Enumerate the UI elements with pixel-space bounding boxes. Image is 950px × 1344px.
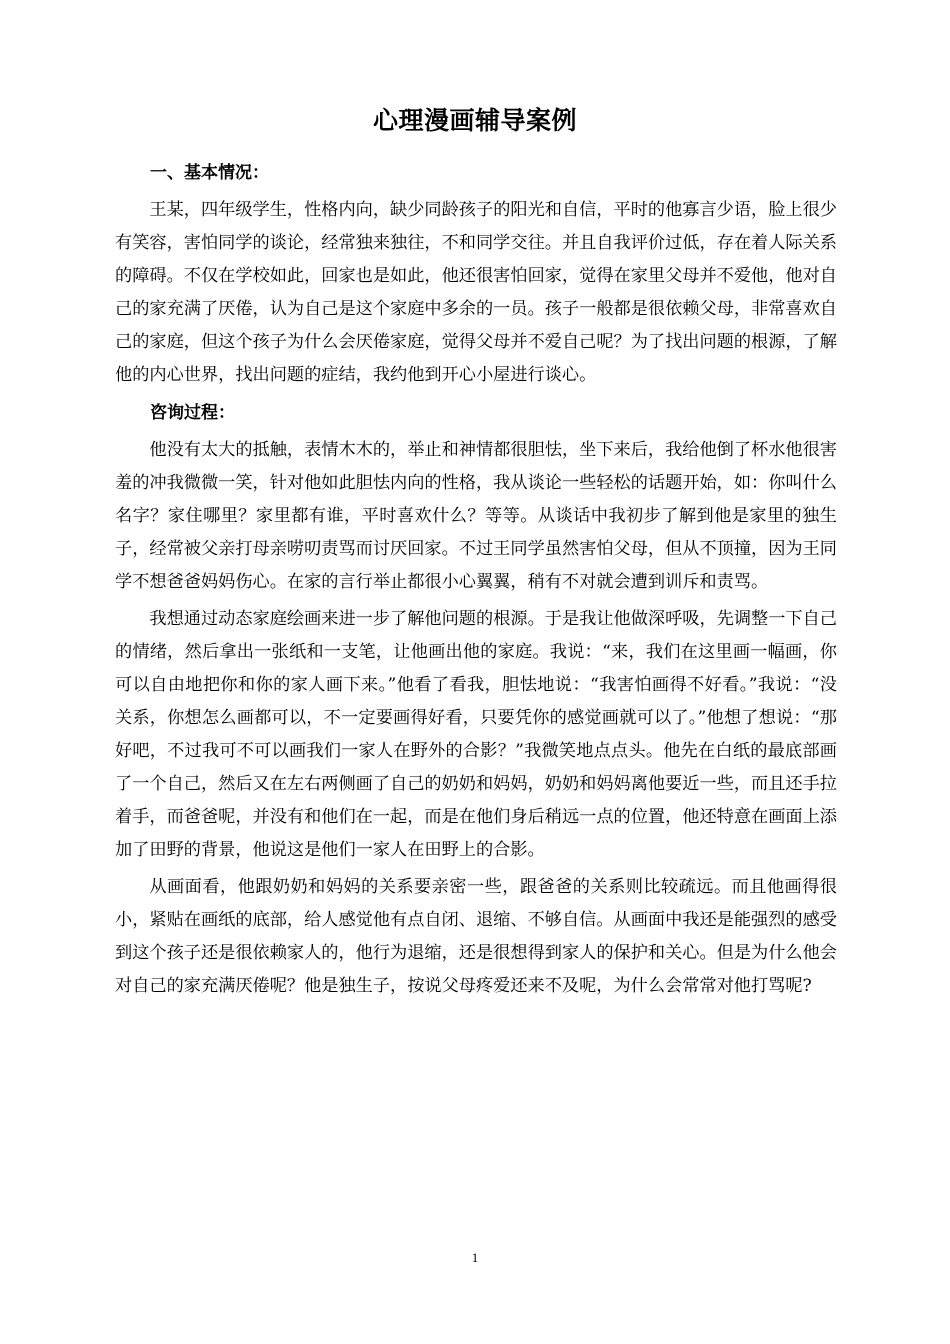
section-heading-basic-info: 一、基本情况： — [150, 163, 269, 183]
document-title: 心理漫画辅导案例 — [372, 106, 577, 135]
paragraph-counseling-3: 从画面看，他跟奶奶和妈妈的关系要亲密一些，跟爸爸的关系则比较疏远。而且他画得很小，紧贴在画纸的底部，给人感觉他有点自闭、退缩、不够自信。从画面中我还是能强烈的感受到这个孩子还是很依赖家人的，他行为退缩，还是很想得到家人的保护和关心。但是为什么他会对自己的家充满厌倦呢？他是独生子，按说父母疼爱还来不及呢，为什么会常常对他打骂呢? — [115, 877, 837, 996]
document-body — [115, 152, 837, 1007]
paragraph-basic-info: 王某，四年级学生，性格内向，缺少同龄孩子的阳光和自信，平时的他寡言少语，脸上很少有笑容，害怕同学的谈论，经常独来独往，不和同学交往。并且自我评价过低，存在着人际关系的障碍。不仅在学校如此，回家也是如此，他还很害怕回家，觉得在家里父母并不爱他，他对自己的家充满了厌倦，认为自己是这个家庭中多余的一员。孩子一般都是很依赖父母，非常喜欢自己的家庭，但这个孩子为什么会厌倦家庭，觉得父母并不爱自己呢？为了找出问题的根源，了解他的内心世界，找出问题的症结，我约他到开心小屋进行谈心。 — [115, 200, 837, 385]
paragraph-counseling-1: 他没有太大的抵触，表情木木的，举止和神情都很胆怯，坐下来后，我给他倒了杯水他很害羞的冲我微微一笑，针对他如此胆怯内向的性格，我从谈论一些轻松的话题开始，如：你叫什么名字？家住哪里？家里都有谁，平时喜欢什么？等等。从谈话中我初步了解到他是家里的独生子，经常被父亲打母亲唠叨责骂而讨厌回家。不过王同学虽然害怕父母，但从不顶撞，因为王同学不想爸爸妈妈伤心。在家的言行举止都很小心翼翼，稍有不对就会遭到训斥和责骂。 — [115, 440, 837, 592]
page-number: 1 — [471, 1250, 479, 1265]
paragraph-counseling-2: 我想通过动态家庭绘画来进一步了解他问题的根源。于是我让他做深呼吸，先调整一下自己的情绪，然后拿出一张纸和一支笔，让他画出他的家庭。我说：“来，我们在这里画一幅画，你可以自由地把你和你的家人画下来。”他看了看我，胆怯地说：“我害怕画得不好看。”我说：“没关系，你想怎么画都可以，不一定要画得好看，只要凭你的感觉画就可以了。”他想了想说：“那好吧，不过我可不可以画我们一家人在野外的合影？”我微笑地点点头。他先在白纸的最底部画了一个自己，然后又在左右两侧画了自己的奶奶和妈妈，奶奶和妈妈离他要近一些，而且还手拉着手，而爸爸呢，并没有和他们在一起，而是在他们身后稍远一点的位置，他还特意在画面上添加了田野的背景，他说这是他们一家人在田野上的合影。 — [115, 609, 837, 860]
section-heading-counseling-process: 咨询过程： — [150, 403, 235, 423]
